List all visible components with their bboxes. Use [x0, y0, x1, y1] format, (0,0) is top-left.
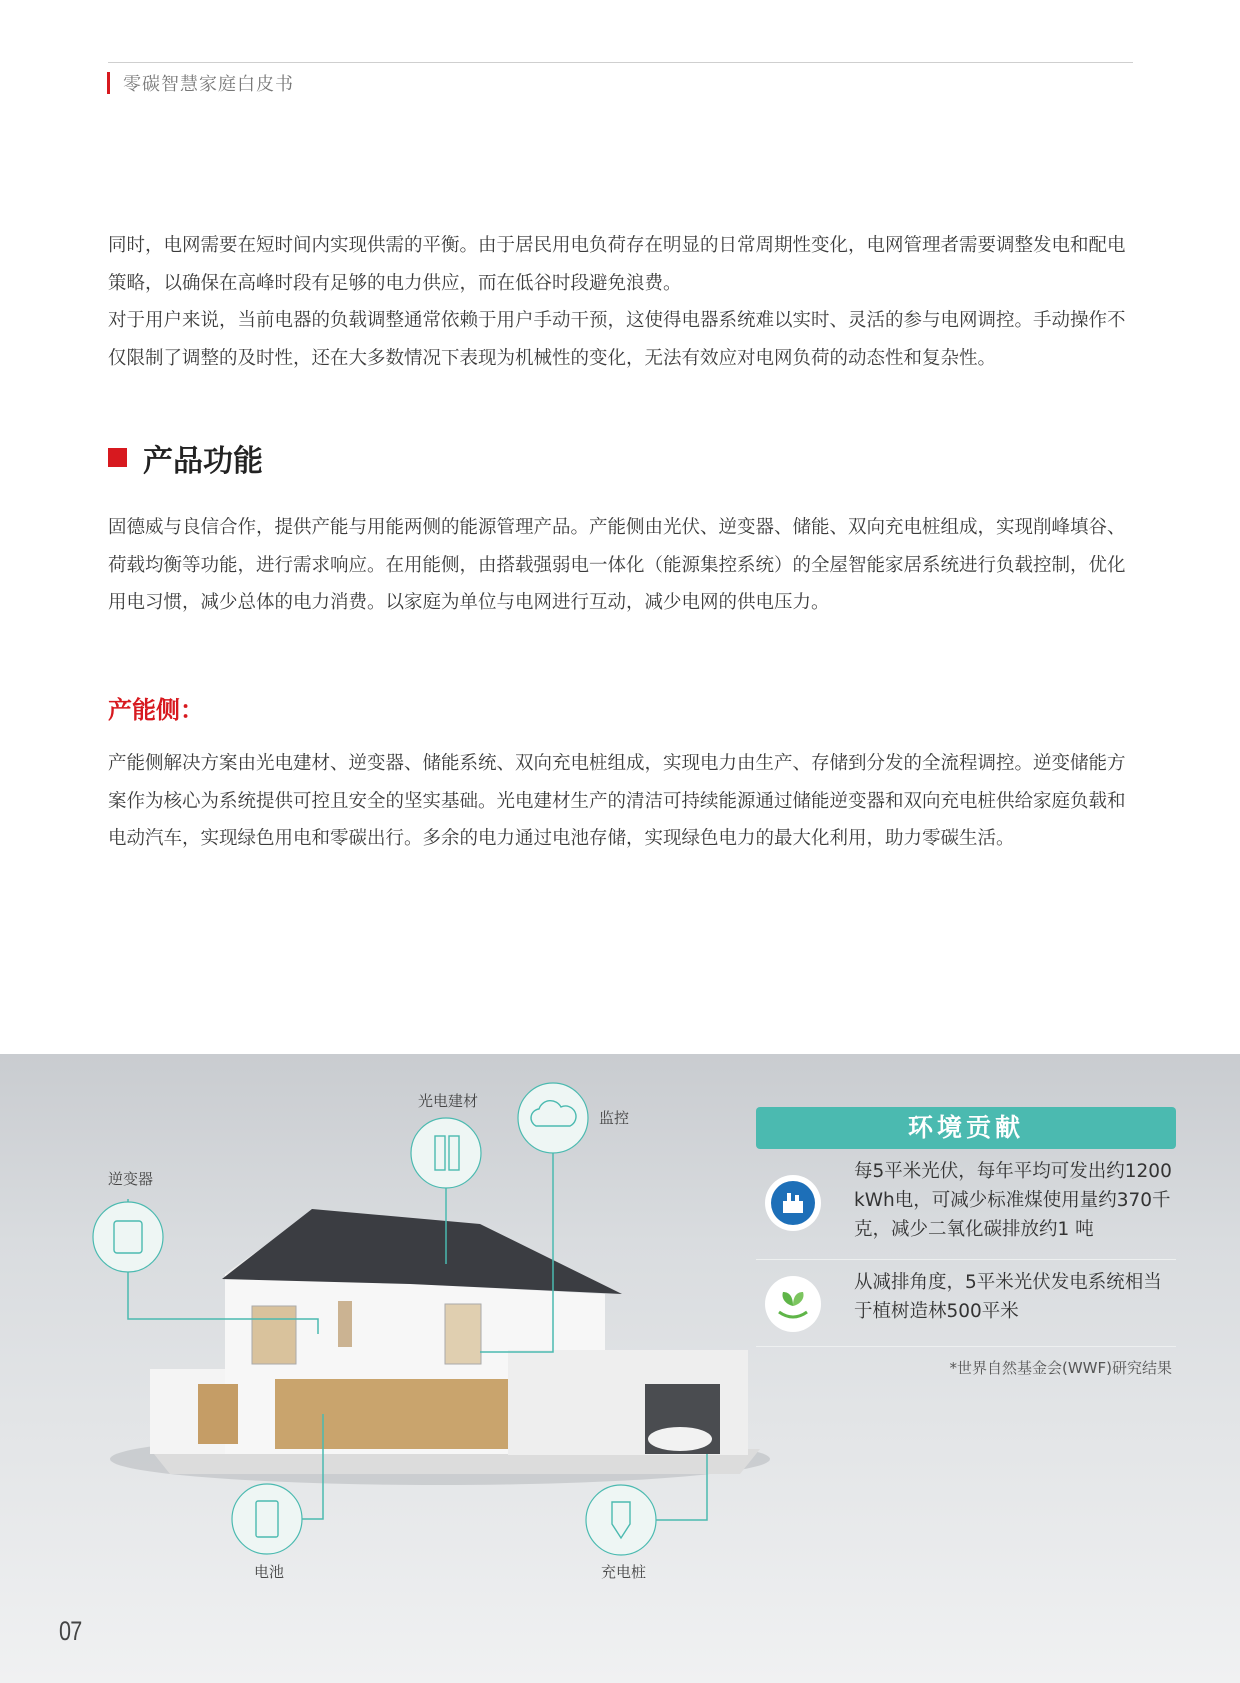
subsection-title: 产能侧： — [108, 696, 204, 724]
upper-window-1 — [252, 1306, 296, 1364]
label-battery: 电池 — [254, 1563, 285, 1581]
battery-node — [232, 1484, 302, 1554]
upper-window-3 — [445, 1304, 481, 1364]
section-paragraph: 固德威与良信合作，提供产能与用能两侧的能源管理产品。产能侧由光伏、逆变器、储能、双向充电桩组成，实现削峰填谷、荷载均衡等功能，进行需求响应。在用能侧，由搭载强弱电一体化（能源集控系统）的全屋智能家居系统进行负载控制，优化用电习惯，减少总体的电力消费。以家庭为单位与电网进行互动，减少电网的供电压力。 — [108, 517, 1126, 613]
left-wing-window — [198, 1384, 238, 1444]
label-inverter: 逆变器 — [108, 1170, 154, 1188]
living-room-window — [275, 1379, 525, 1449]
environment-title: 环境贡献 — [756, 1107, 1176, 1149]
header-rule — [108, 62, 1133, 63]
label-pv: 光电建材 — [418, 1092, 479, 1110]
page-number: 07 — [59, 1616, 82, 1646]
factory-icon — [765, 1175, 821, 1231]
environment-panel — [756, 1107, 1176, 1378]
monitor-node — [518, 1083, 588, 1153]
environment-item — [756, 1149, 1176, 1260]
environment-item-text: 从减排角度，5平米光伏发电系统相当于植树造林500平米 — [854, 1272, 1162, 1322]
intro-paragraph-2: 对于用户来说，当前电器的负载调整通常依赖于用户手动干预，这使得电器系统难以实时、灵活的参与电网调控。手动操作不仅限制了调整的及时性，还在大多数情况下表现为机械性的变化，无法有效应对电网负荷的动态性和复杂性。 — [108, 310, 1126, 369]
charger-node — [586, 1485, 656, 1555]
plant-hand-icon — [765, 1276, 821, 1332]
section-title: 产品功能 — [143, 444, 263, 479]
intro-paragraphs — [108, 227, 1136, 377]
environment-item — [756, 1260, 1176, 1347]
car — [648, 1427, 712, 1451]
environment-footnote: *世界自然基金会(WWF)研究结果 — [949, 1359, 1172, 1377]
section-marker — [108, 448, 127, 467]
intro-paragraph-1: 同时，电网需要在短时间内实现供需的平衡。由于居民用电负荷存在明显的日常周期性变化，电网管理者需要调整发电和配电策略，以确保在高峰时段有足够的电力供应，而在低谷时段避免浪费。 — [108, 235, 1126, 294]
upper-window-2 — [338, 1301, 352, 1347]
label-charger: 充电桩 — [601, 1563, 647, 1581]
doc-title: 零碳智慧家庭白皮书 — [123, 74, 294, 95]
pv-node — [411, 1118, 481, 1188]
environment-item-text: 每5平米光伏，每年平均可发出约1200 kWh电，可减少标准煤使用量约370千克，减少二氧化碳排放约1 吨 — [854, 1161, 1172, 1240]
subsection-paragraph: 产能侧解决方案由光电建材、逆变器、储能系统、双向充电桩组成，实现电力由生产、存储到分发的全流程调控。逆变储能方案作为核心为系统提供可控且安全的坚实基础。光电建材生产的清洁可持续能源通过储能逆变器和双向充电桩供给家庭负载和电动汽车，实现绿色用电和零碳出行。多余的电力通过电池存储，实现绿色电力的最大化利用，助力零碳生活。 — [108, 753, 1126, 849]
inverter-node — [93, 1202, 163, 1272]
label-monitor: 监控 — [599, 1109, 630, 1127]
header-accent-bar — [107, 72, 110, 94]
